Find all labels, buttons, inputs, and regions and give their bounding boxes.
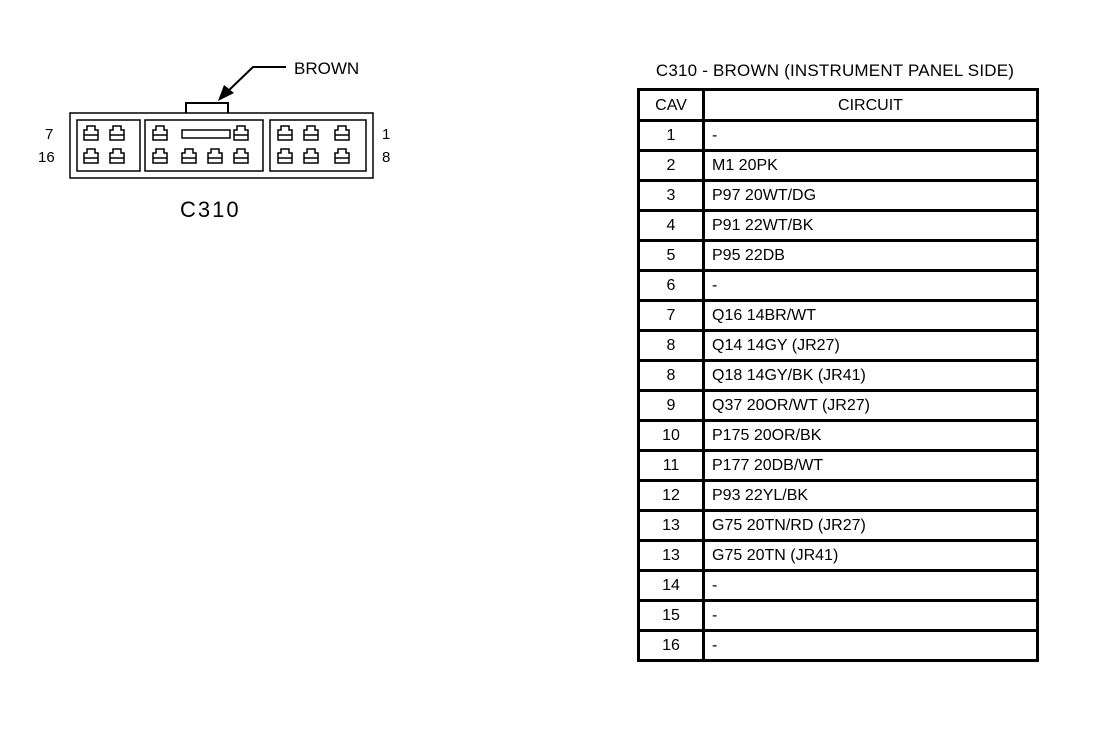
table-title: C310 - BROWN (INSTRUMENT PANEL SIDE) <box>655 61 1015 80</box>
circuit-cell: Q37 20OR/WT (JR27) <box>704 391 1038 421</box>
pin-label-16: 16 <box>38 149 55 166</box>
cav-cell: 13 <box>639 541 704 571</box>
table-row <box>639 421 1038 451</box>
table-row <box>639 271 1038 301</box>
cav-cell: 13 <box>639 511 704 541</box>
circuit-cell: - <box>704 601 1038 631</box>
cav-cell: 15 <box>639 601 704 631</box>
table-row <box>639 211 1038 241</box>
table-row <box>639 511 1038 541</box>
table-row <box>639 241 1038 271</box>
circuit-cell: P93 22YL/BK <box>704 481 1038 511</box>
table-row <box>639 301 1038 331</box>
cav-cell: 7 <box>639 301 704 331</box>
connector-name: C310 <box>180 197 241 222</box>
color-callout-label: BROWN <box>294 59 360 78</box>
pin-label-8: 8 <box>382 149 391 166</box>
cav-cell: 10 <box>639 421 704 451</box>
table-row <box>639 331 1038 361</box>
cav-cell: 14 <box>639 571 704 601</box>
cav-cell: 8 <box>639 331 704 361</box>
pin-label-1: 1 <box>382 126 391 143</box>
circuit-cell: Q18 14GY/BK (JR41) <box>704 361 1038 391</box>
table-row <box>639 601 1038 631</box>
circuit-header: CIRCUIT <box>704 90 1038 121</box>
table-row <box>639 451 1038 481</box>
circuit-cell: G75 20TN (JR41) <box>704 541 1038 571</box>
table-header-row <box>639 90 1038 121</box>
table-row <box>639 181 1038 211</box>
table-row <box>639 391 1038 421</box>
circuit-cell: P97 20WT/DG <box>704 181 1038 211</box>
cav-cell: 1 <box>639 121 704 151</box>
latch-bar <box>182 130 230 138</box>
circuit-cell: P177 20DB/WT <box>704 451 1038 481</box>
callout-arrow <box>226 67 286 93</box>
circuit-cell: - <box>704 121 1038 151</box>
cav-cell: 4 <box>639 211 704 241</box>
circuit-cell: P91 22WT/BK <box>704 211 1038 241</box>
cav-cell: 2 <box>639 151 704 181</box>
circuit-cell: M1 20PK <box>704 151 1038 181</box>
cav-cell: 8 <box>639 361 704 391</box>
table-row <box>639 361 1038 391</box>
cav-cell: 12 <box>639 481 704 511</box>
circuit-cell: - <box>704 271 1038 301</box>
table-row <box>639 631 1038 661</box>
circuit-cell: - <box>704 631 1038 661</box>
circuit-cell: P175 20OR/BK <box>704 421 1038 451</box>
circuit-cell: Q14 14GY (JR27) <box>704 331 1038 361</box>
cav-cell: 11 <box>639 451 704 481</box>
pinout-table <box>637 88 1039 662</box>
cav-cell: 3 <box>639 181 704 211</box>
cav-cell: 9 <box>639 391 704 421</box>
cav-cell: 6 <box>639 271 704 301</box>
table-row <box>639 151 1038 181</box>
pin-label-7: 7 <box>45 126 54 143</box>
circuit-cell: G75 20TN/RD (JR27) <box>704 511 1038 541</box>
cav-header: CAV <box>639 90 704 121</box>
table-row <box>639 541 1038 571</box>
table-row <box>639 571 1038 601</box>
cav-cell: 5 <box>639 241 704 271</box>
table-row <box>639 121 1038 151</box>
table-row <box>639 481 1038 511</box>
circuit-cell: - <box>704 571 1038 601</box>
circuit-cell: Q16 14BR/WT <box>704 301 1038 331</box>
circuit-cell: P95 22DB <box>704 241 1038 271</box>
cav-cell: 16 <box>639 631 704 661</box>
